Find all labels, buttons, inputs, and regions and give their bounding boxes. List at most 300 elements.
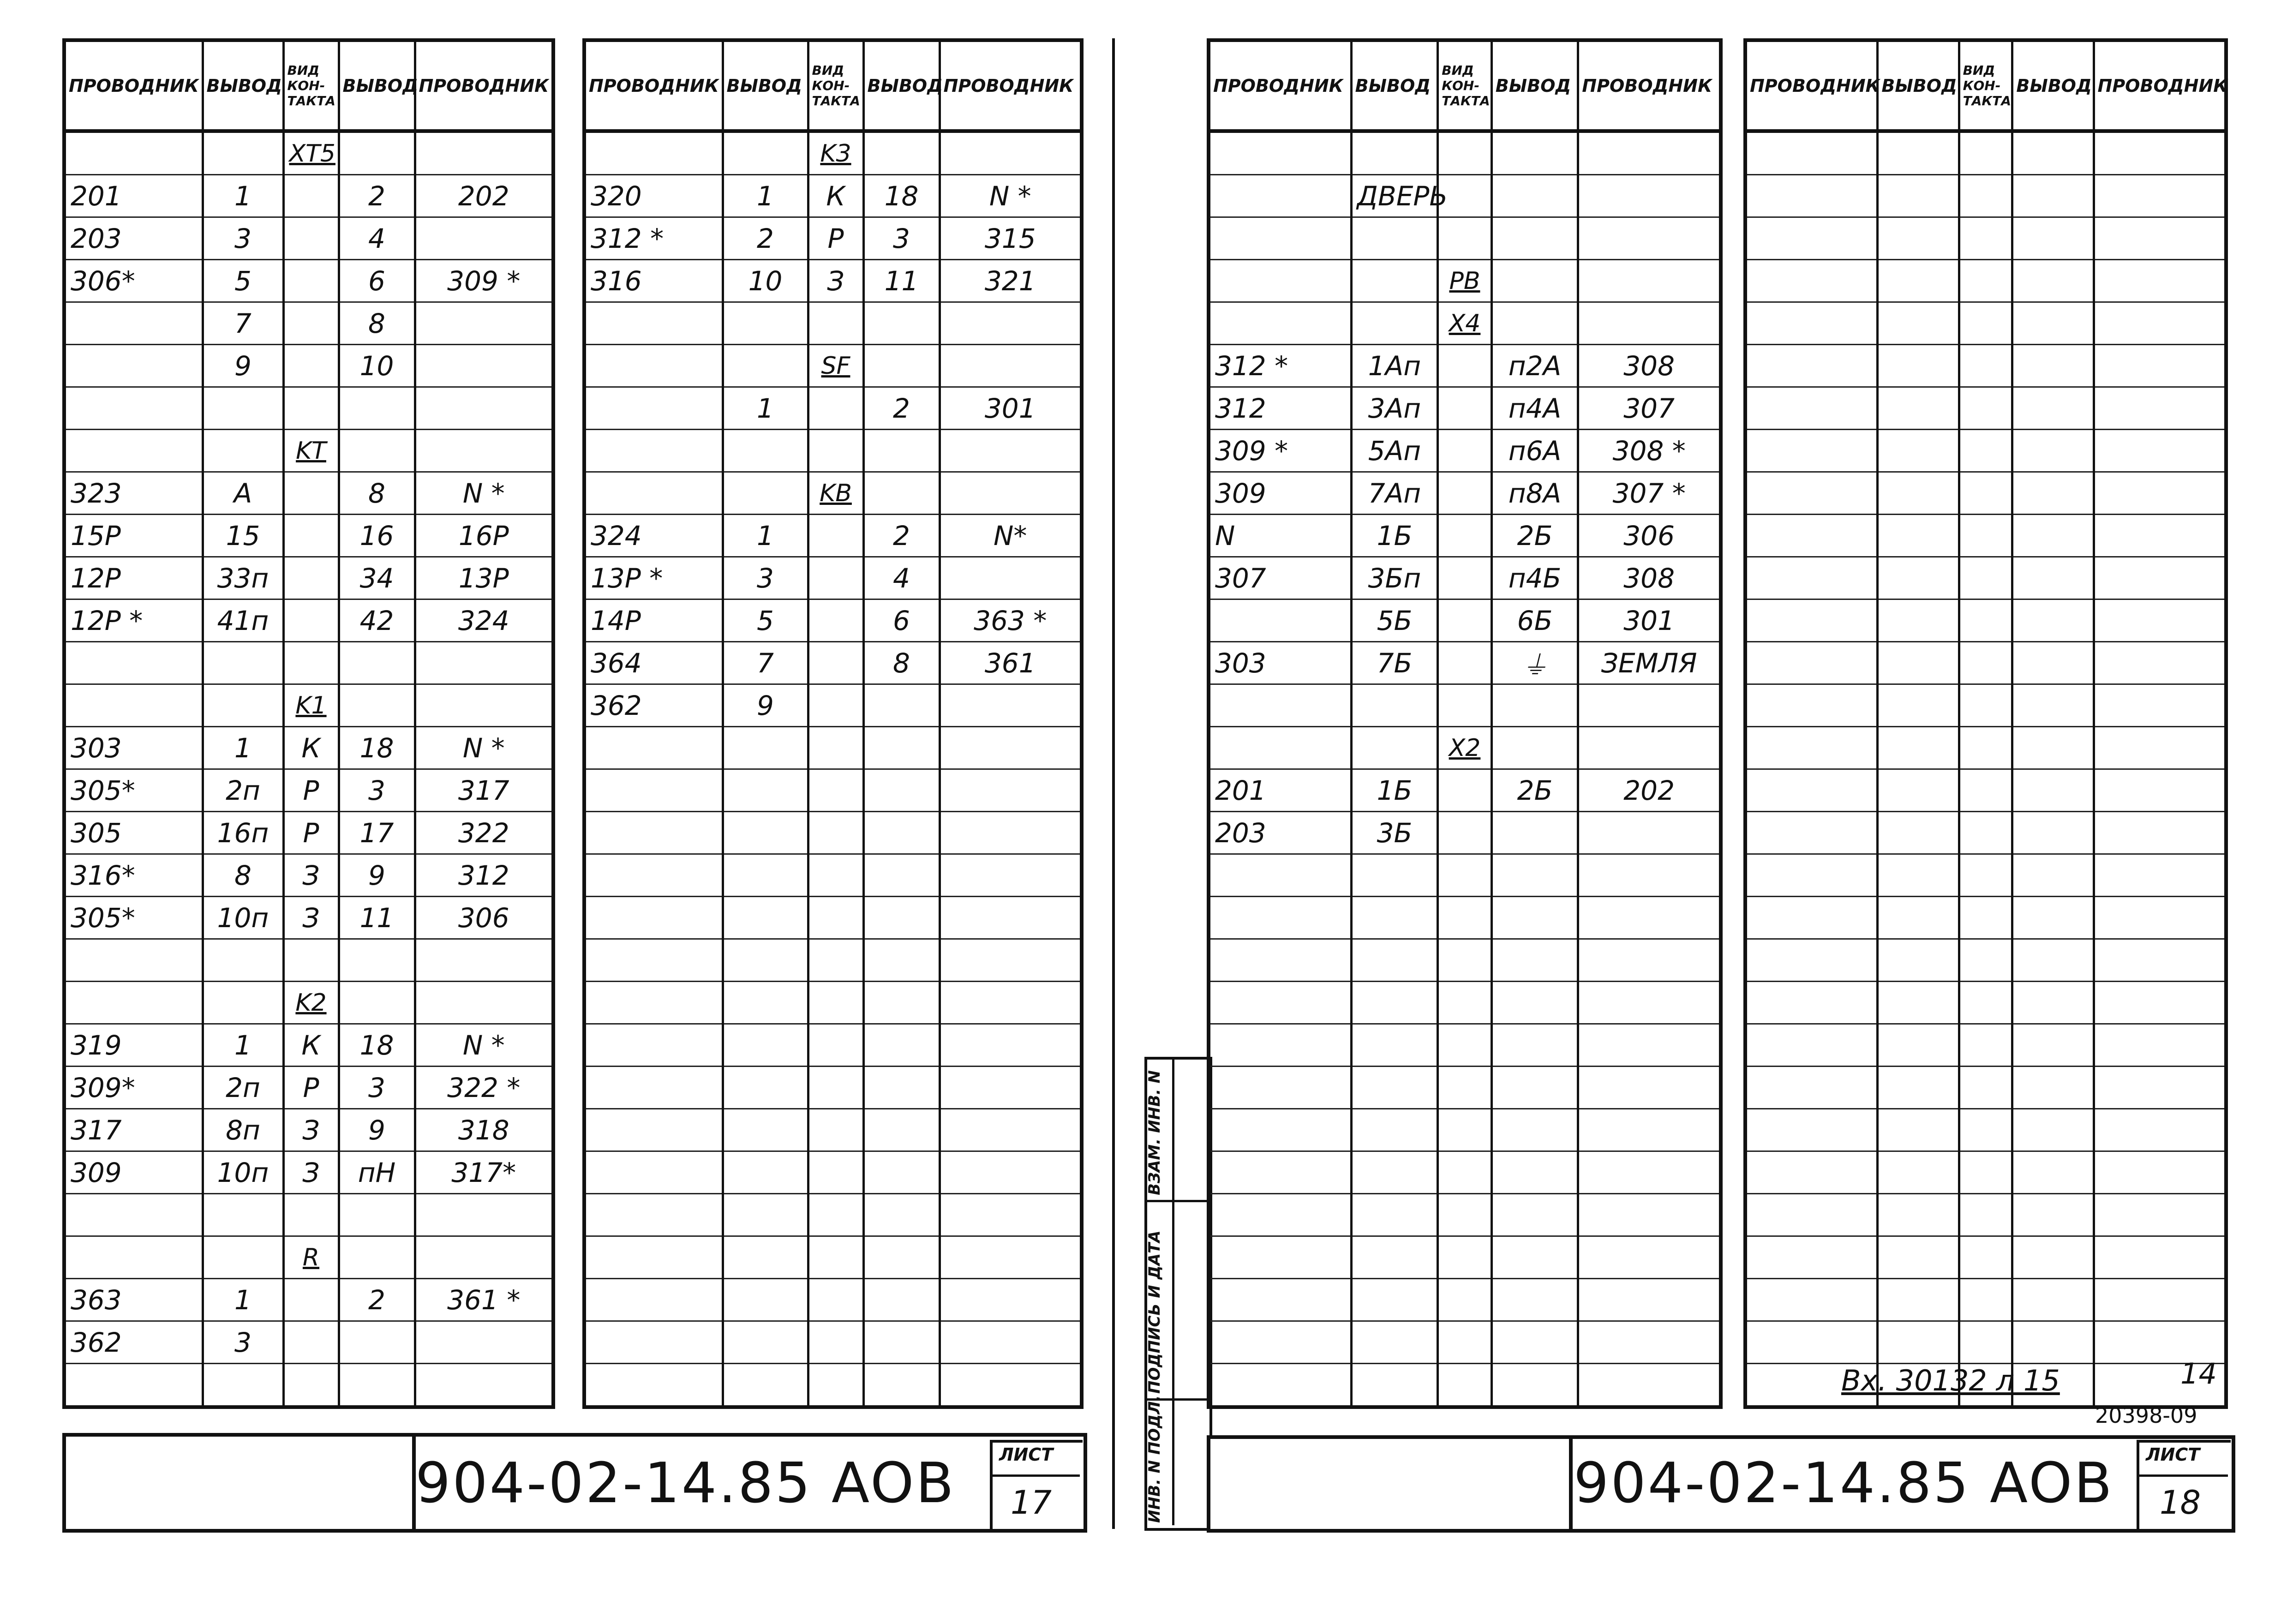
- terminal-cell: [1878, 1236, 1959, 1279]
- contact-type-cell: [1438, 939, 1492, 982]
- conductor-cell: [1745, 515, 1878, 557]
- terminal-cell: [1491, 1024, 1578, 1067]
- conductor-cell: [1745, 430, 1878, 472]
- terminal-cell: [1878, 642, 1959, 684]
- terminal-cell: 11: [863, 260, 940, 302]
- terminal-cell: [863, 1109, 940, 1151]
- terminal-cell: [1878, 430, 1959, 472]
- conductor-cell: [2094, 769, 2226, 812]
- terminal-cell: [2012, 515, 2094, 557]
- contact-type-cell: [1959, 1279, 2012, 1321]
- table-row: [1209, 472, 1721, 515]
- table-row: [64, 642, 553, 684]
- terminal-cell: [2012, 854, 2094, 897]
- terminal-cell: [1491, 302, 1578, 345]
- conductor-cell: [1209, 302, 1351, 345]
- table-row: [1209, 769, 1721, 812]
- terminal-cell: [1491, 812, 1578, 854]
- left-sheet-label-line: [990, 1474, 1080, 1477]
- terminal-cell: [863, 1236, 940, 1279]
- header-conductor: ПРОВОДНИК: [64, 40, 203, 131]
- terminal-cell: [1878, 1067, 1959, 1109]
- terminal-cell: 2: [723, 217, 808, 260]
- terminal-cell: ⏚: [1491, 642, 1578, 684]
- header-terminal: ВЫВОД: [2012, 40, 2094, 131]
- terminal-cell: [1878, 345, 1959, 387]
- left-sheet-label: ЛИСТ: [999, 1444, 1054, 1465]
- header-contact-type: ВИД КОН- ТАКТА: [283, 40, 339, 131]
- terminal-cell: [2012, 1151, 2094, 1194]
- contact-type-cell: Р: [283, 812, 339, 854]
- terminal-cell: п2A: [1491, 345, 1578, 387]
- contact-type-cell: [808, 854, 863, 897]
- conductor-cell: 320: [584, 175, 723, 217]
- contact-type-cell: [808, 557, 863, 599]
- table-row: [1209, 939, 1721, 982]
- conductor-cell: [940, 302, 1082, 345]
- conductor-cell: [415, 684, 553, 727]
- table-row: [1745, 897, 2226, 939]
- terminal-cell: [1351, 982, 1438, 1024]
- contact-type-cell: [1959, 557, 2012, 599]
- conductor-cell: 309: [1209, 472, 1351, 515]
- terminal-cell: A: [203, 472, 283, 515]
- contact-type-cell: [1438, 557, 1492, 599]
- table-row: [1209, 897, 1721, 939]
- table-row: [584, 260, 1082, 302]
- terminal-cell: [1351, 854, 1438, 897]
- conductor-cell: N*: [940, 515, 1082, 557]
- terminal-cell: 3: [203, 1321, 283, 1364]
- left-connection-table-1: [62, 38, 555, 1409]
- conductor-cell: [1578, 175, 1721, 217]
- conductor-cell: [64, 982, 203, 1024]
- conductor-cell: 363 *: [940, 599, 1082, 642]
- conductor-cell: [64, 1236, 203, 1279]
- terminal-cell: [1491, 1067, 1578, 1109]
- terminal-cell: 1: [203, 175, 283, 217]
- table-row: [1209, 812, 1721, 854]
- contact-type-cell: K2: [283, 982, 339, 1024]
- header-terminal: ВЫВОД: [339, 40, 415, 131]
- terminal-cell: пH: [339, 1151, 415, 1194]
- contact-type-cell: [1959, 727, 2012, 769]
- terminal-cell: [2012, 345, 2094, 387]
- contact-type-cell: [808, 1151, 863, 1194]
- table-row: [584, 1024, 1082, 1067]
- table-row: [1209, 387, 1721, 430]
- terminal-cell: [1878, 599, 1959, 642]
- conductor-cell: [1578, 854, 1721, 897]
- conductor-cell: [2094, 897, 2226, 939]
- table-row: [1745, 1024, 2226, 1067]
- terminal-cell: [1878, 684, 1959, 727]
- terminal-cell: 3: [723, 557, 808, 599]
- terminal-cell: 8: [203, 854, 283, 897]
- terminal-cell: 8: [863, 642, 940, 684]
- table-row: [1745, 131, 2226, 175]
- contact-type-cell: [808, 302, 863, 345]
- contact-type-cell: [1438, 515, 1492, 557]
- conductor-cell: N *: [415, 727, 553, 769]
- contact-type-cell: З: [283, 897, 339, 939]
- table-row: [64, 430, 553, 472]
- terminal-cell: 42: [339, 599, 415, 642]
- contact-type-cell: [283, 1194, 339, 1236]
- contact-type-cell: [808, 897, 863, 939]
- conductor-cell: [1209, 1194, 1351, 1236]
- conductor-cell: [415, 1364, 553, 1408]
- conductor-cell: 202: [415, 175, 553, 217]
- contact-type-cell: [1959, 982, 2012, 1024]
- terminal-cell: [339, 684, 415, 727]
- table-row: [584, 1321, 1082, 1364]
- terminal-cell: [1491, 1279, 1578, 1321]
- terminal-cell: 4: [863, 557, 940, 599]
- terminal-cell: 34: [339, 557, 415, 599]
- contact-type-cell: [808, 812, 863, 854]
- table-row: [1209, 1194, 1721, 1236]
- terminal-cell: 6: [863, 599, 940, 642]
- table-row: [1745, 175, 2226, 217]
- terminal-cell: [863, 345, 940, 387]
- right-stamp-divider: [1569, 1435, 1573, 1529]
- table-row: [584, 897, 1082, 939]
- terminal-cell: [2012, 1236, 2094, 1279]
- header-terminal: ВЫВОД: [1878, 40, 1959, 131]
- conductor-cell: 309 *: [1209, 430, 1351, 472]
- terminal-cell: [863, 1279, 940, 1321]
- table-row: [584, 1364, 1082, 1408]
- terminal-cell: [863, 1194, 940, 1236]
- right-connection-table-2: [1743, 38, 2228, 1409]
- terminal-cell: 16: [339, 515, 415, 557]
- terminal-cell: 1Б: [1351, 515, 1438, 557]
- terminal-cell: [863, 472, 940, 515]
- conductor-cell: 361: [940, 642, 1082, 684]
- terminal-cell: 9: [339, 854, 415, 897]
- conductor-cell: [64, 1194, 203, 1236]
- terminal-cell: [1878, 515, 1959, 557]
- conductor-cell: 307: [1578, 387, 1721, 430]
- contact-type-cell: [1959, 642, 2012, 684]
- conductor-cell: N *: [940, 175, 1082, 217]
- conductor-cell: [2094, 854, 2226, 897]
- table-row: [584, 472, 1082, 515]
- terminal-cell: [203, 642, 283, 684]
- conductor-cell: [584, 1321, 723, 1364]
- contact-type-cell: [1438, 1279, 1492, 1321]
- terminal-cell: [1351, 1024, 1438, 1067]
- conductor-cell: 306*: [64, 260, 203, 302]
- terminal-cell: [2012, 1279, 2094, 1321]
- conductor-cell: 324: [415, 599, 553, 642]
- terminal-cell: [1878, 1321, 1959, 1364]
- left-sheet-number: 17: [1011, 1484, 1052, 1522]
- terminal-cell: [339, 1364, 415, 1408]
- table-row: [64, 387, 553, 430]
- conductor-cell: N *: [415, 1024, 553, 1067]
- conductor-cell: [1578, 1236, 1721, 1279]
- table-row: [64, 260, 553, 302]
- conductor-cell: 16P: [415, 515, 553, 557]
- contact-type-cell: K1: [283, 684, 339, 727]
- terminal-cell: [863, 684, 940, 727]
- terminal-cell: [723, 939, 808, 982]
- conductor-cell: [584, 854, 723, 897]
- conductor-cell: [1578, 1067, 1721, 1109]
- table-row: [1745, 260, 2226, 302]
- table-row: [584, 684, 1082, 727]
- conductor-cell: [2094, 1279, 2226, 1321]
- contact-type-cell: [1959, 515, 2012, 557]
- table-row: [584, 345, 1082, 387]
- contact-type-cell: [808, 1321, 863, 1364]
- table-row: [64, 1321, 553, 1364]
- conductor-cell: [940, 769, 1082, 812]
- conductor-cell: [1745, 345, 1878, 387]
- terminal-cell: [1351, 1236, 1438, 1279]
- conductor-cell: 361 *: [415, 1279, 553, 1321]
- contact-type-cell: [1438, 1024, 1492, 1067]
- table-row: [64, 897, 553, 939]
- table-row: [1209, 1151, 1721, 1194]
- terminal-cell: 10: [723, 260, 808, 302]
- terminal-cell: 10п: [203, 897, 283, 939]
- table-row: [64, 345, 553, 387]
- header-conductor: ПРОВОДНИК: [1745, 40, 1878, 131]
- table-row: [1745, 769, 2226, 812]
- terminal-cell: [1351, 302, 1438, 345]
- table-row: [584, 727, 1082, 769]
- table-row: [1209, 131, 1721, 175]
- terminal-cell: [723, 131, 808, 175]
- table-row: [1745, 599, 2226, 642]
- terminal-cell: [1878, 812, 1959, 854]
- table-row: [584, 1151, 1082, 1194]
- terminal-cell: [723, 1067, 808, 1109]
- terminal-cell: [723, 1321, 808, 1364]
- terminal-cell: [203, 684, 283, 727]
- contact-type-cell: [283, 557, 339, 599]
- conductor-cell: 305: [64, 812, 203, 854]
- contact-type-cell: [1438, 131, 1492, 175]
- terminal-cell: [339, 982, 415, 1024]
- conductor-cell: [1745, 557, 1878, 599]
- conductor-cell: [1745, 939, 1878, 982]
- header-conductor: ПРОВОДНИК: [415, 40, 553, 131]
- table-row: [64, 1067, 553, 1109]
- conductor-cell: 13P: [415, 557, 553, 599]
- table-row: [1745, 1109, 2226, 1151]
- terminal-cell: [1491, 1109, 1578, 1151]
- conductor-cell: [1578, 727, 1721, 769]
- conductor-cell: [2094, 387, 2226, 430]
- contact-type-cell: [808, 727, 863, 769]
- conductor-cell: [940, 982, 1082, 1024]
- conductor-cell: [1578, 939, 1721, 982]
- conductor-cell: [584, 939, 723, 982]
- contact-type-cell: [1438, 472, 1492, 515]
- terminal-cell: [1351, 1151, 1438, 1194]
- conductor-cell: [584, 430, 723, 472]
- terminal-cell: п6A: [1491, 430, 1578, 472]
- table-row: [1745, 854, 2226, 897]
- table-row: [584, 217, 1082, 260]
- conductor-cell: [415, 1321, 553, 1364]
- terminal-cell: [203, 430, 283, 472]
- table-row: [1745, 1151, 2226, 1194]
- table-row: [1745, 472, 2226, 515]
- conductor-cell: [940, 1024, 1082, 1067]
- terminal-cell: [723, 302, 808, 345]
- table-row: [64, 302, 553, 345]
- terminal-cell: п4A: [1491, 387, 1578, 430]
- contact-type-cell: Р: [283, 1067, 339, 1109]
- contact-type-cell: [283, 217, 339, 260]
- contact-type-cell: [283, 1321, 339, 1364]
- conductor-cell: [584, 1364, 723, 1408]
- conductor-cell: [2094, 430, 2226, 472]
- terminal-cell: 3: [203, 217, 283, 260]
- terminal-cell: [1878, 939, 1959, 982]
- terminal-cell: 9: [723, 684, 808, 727]
- terminal-cell: 1: [203, 1279, 283, 1321]
- terminal-cell: 3: [339, 1067, 415, 1109]
- conductor-cell: [584, 1236, 723, 1279]
- conductor-cell: [584, 982, 723, 1024]
- conductor-cell: [1209, 1067, 1351, 1109]
- terminal-cell: [863, 131, 940, 175]
- conductor-cell: [415, 302, 553, 345]
- table-row: [1209, 1109, 1721, 1151]
- table-row: [64, 599, 553, 642]
- conductor-cell: N: [1209, 515, 1351, 557]
- table-row: [584, 515, 1082, 557]
- conductor-cell: [1745, 1151, 1878, 1194]
- contact-type-cell: [1438, 387, 1492, 430]
- terminal-cell: [2012, 1109, 2094, 1151]
- conductor-cell: [2094, 175, 2226, 217]
- terminal-cell: [2012, 260, 2094, 302]
- table-row: [1209, 1279, 1721, 1321]
- conductor-cell: [940, 684, 1082, 727]
- terminal-cell: [1351, 727, 1438, 769]
- conductor-cell: 363: [64, 1279, 203, 1321]
- contact-type-cell: [808, 1109, 863, 1151]
- contact-type-cell: [1959, 302, 2012, 345]
- conductor-cell: 317*: [415, 1151, 553, 1194]
- conductor-cell: [584, 1151, 723, 1194]
- terminal-cell: [1878, 854, 1959, 897]
- contact-type-cell: SF: [808, 345, 863, 387]
- conductor-cell: [1578, 982, 1721, 1024]
- terminal-cell: 2Б: [1491, 515, 1578, 557]
- contact-type-cell: R: [283, 1236, 339, 1279]
- conductor-cell: [2094, 472, 2226, 515]
- conductor-cell: [1578, 1024, 1721, 1067]
- conductor-cell: [2094, 812, 2226, 854]
- conductor-cell: [1745, 599, 1878, 642]
- contact-type-cell: [1438, 1109, 1492, 1151]
- conductor-cell: [940, 1194, 1082, 1236]
- conductor-cell: [64, 430, 203, 472]
- terminal-cell: [723, 345, 808, 387]
- terminal-cell: [2012, 387, 2094, 430]
- terminal-cell: [1491, 854, 1578, 897]
- conductor-cell: [1209, 1024, 1351, 1067]
- conductor-cell: [940, 1236, 1082, 1279]
- conductor-cell: [940, 812, 1082, 854]
- terminal-cell: [2012, 1024, 2094, 1067]
- conductor-cell: [1745, 1321, 1878, 1364]
- table-row: [1209, 1067, 1721, 1109]
- conductor-cell: [584, 897, 723, 939]
- header-terminal: ВЫВОД: [723, 40, 808, 131]
- terminal-cell: 1: [723, 515, 808, 557]
- terminal-cell: [2012, 302, 2094, 345]
- terminal-cell: 1: [723, 175, 808, 217]
- terminal-cell: [203, 1194, 283, 1236]
- contact-type-cell: XT5: [283, 131, 339, 175]
- conductor-cell: [1745, 727, 1878, 769]
- terminal-cell: [2012, 599, 2094, 642]
- contact-type-cell: [283, 260, 339, 302]
- header-conductor: ПРОВОДНИК: [2094, 40, 2226, 131]
- contact-type-cell: [1959, 1151, 2012, 1194]
- table-row: [584, 131, 1082, 175]
- terminal-cell: 8: [339, 302, 415, 345]
- contact-type-cell: [1438, 1364, 1492, 1408]
- conductor-cell: [2094, 684, 2226, 727]
- terminal-cell: [2012, 472, 2094, 515]
- terminal-cell: 5: [723, 599, 808, 642]
- conductor-cell: [64, 939, 203, 982]
- conductor-cell: [1578, 1194, 1721, 1236]
- contact-type-cell: [808, 430, 863, 472]
- contact-type-cell: [1438, 1321, 1492, 1364]
- header-terminal: ВЫВОД: [863, 40, 940, 131]
- conductor-cell: 312: [415, 854, 553, 897]
- terminal-cell: [2012, 131, 2094, 175]
- table-row: [584, 430, 1082, 472]
- terminal-cell: [723, 1109, 808, 1151]
- terminal-cell: [863, 769, 940, 812]
- terminal-cell: 3Б: [1351, 812, 1438, 854]
- table-row: [64, 684, 553, 727]
- contact-type-cell: [808, 1364, 863, 1408]
- conductor-cell: 308 *: [1578, 430, 1721, 472]
- terminal-cell: [2012, 217, 2094, 260]
- conductor-cell: 13P *: [584, 557, 723, 599]
- terminal-cell: [1351, 1194, 1438, 1236]
- contact-type-cell: [1959, 345, 2012, 387]
- conductor-cell: [940, 131, 1082, 175]
- conductor-cell: [1745, 387, 1878, 430]
- terminal-cell: [863, 1024, 940, 1067]
- contact-type-cell: [808, 1279, 863, 1321]
- conductor-cell: [1745, 982, 1878, 1024]
- conductor-cell: [584, 131, 723, 175]
- conductor-cell: 316*: [64, 854, 203, 897]
- terminal-cell: 33п: [203, 557, 283, 599]
- contact-type-cell: З: [808, 260, 863, 302]
- conductor-cell: [940, 557, 1082, 599]
- terminal-cell: п4Б: [1491, 557, 1578, 599]
- terminal-cell: 8: [339, 472, 415, 515]
- terminal-cell: [1351, 684, 1438, 727]
- conductor-cell: 319: [64, 1024, 203, 1067]
